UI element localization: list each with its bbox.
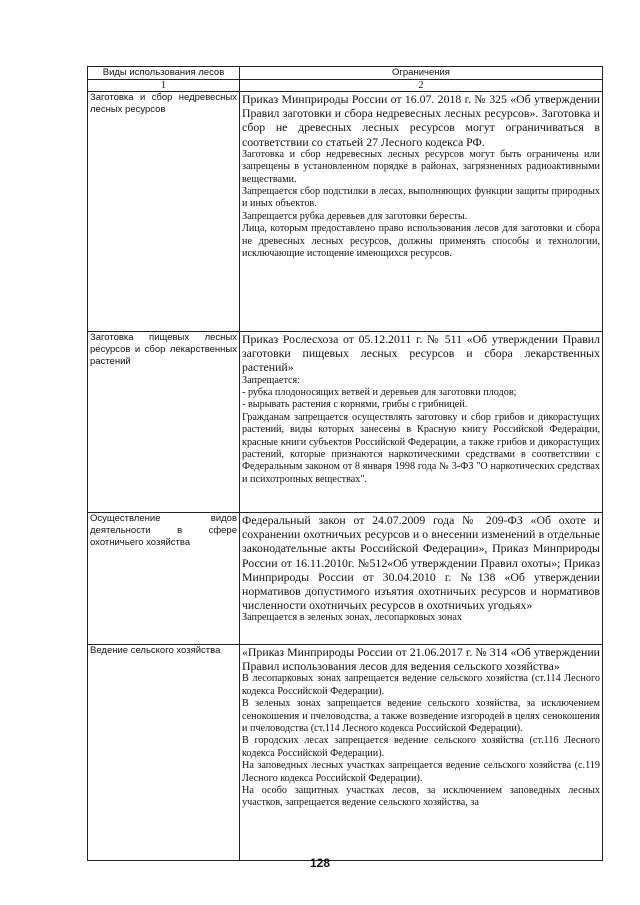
restriction-paragraph: На заповедных лесных участках запрещается ведение сельского хозяйства (с.119 Лесного кодекса Российской Федерации). [242, 760, 600, 784]
restriction-paragraph: На особо защитных участках лесов, за исключением заповедных лесных участков, запрещается ведение сельского хозяйства, за [242, 785, 600, 809]
restriction-paragraph: Лица, которым предоставлено право использования лесов для заготовки и сбора не древесных лесных ресурсов, должны применять способы и технологии, исключающие истощение имеющихся ресурсов. [242, 223, 600, 260]
restrictions-cell [240, 92, 603, 332]
table-row [88, 92, 603, 332]
restriction-paragraph: Запрещается рубка деревьев для заготовки бересты. [242, 210, 468, 222]
table-header-row [88, 67, 603, 80]
restriction-paragraph: В зеленых зонах запрещается ведение сельского хозяйства, за исключением сенокошения и пчеловодства, а также возведение изгородей в целях сенокошения и пчеловодства (ст.114 Лесного кодекса Российской Федерации). [242, 698, 600, 735]
restriction-paragraph: Приказ Рослесхоза от 05.12.2011 г. № 511 «Об утверждении Правил заготовки пищевых лесных ресурсов и сбора лекарственных растений» [242, 332, 600, 375]
restriction-paragraph: В городских лесах запрещается ведение сельского хозяйства (ст.116 Лесного кодекса Российской Федерации). [242, 735, 600, 759]
restrictions-cell [240, 645, 603, 861]
forest-use-type-cell: Ведение сельского хозяйства [88, 645, 240, 861]
restrictions-cell [240, 332, 603, 513]
restrictions-table [87, 66, 603, 861]
header-forest-use-types: Виды использования лесов [88, 67, 240, 80]
page-number: 128 [309, 856, 331, 870]
restriction-paragraph: Заготовка и сбор недревесных лесных ресурсов могут быть ограничены или запрещены в установленном порядке в районах, загрязненных радиоактивными веществами. [242, 148, 600, 185]
restriction-paragraph: Запрещается сбор подстилки в лесах, выполняющих функции защиты природных и иных объектов. [242, 186, 600, 210]
table-row [88, 332, 603, 513]
restriction-paragraph: Федеральный закон от 24.07.2009 года № 209-ФЗ «Об охоте и сохранении охотничьих ресурсов и о внесении изменений в отдельные законодательные акты Российской Федерации», Приказ Минприроды России от 16.11.2010г. №512«Об утверждении Правил охоты»; Приказ Минприроды России от 30.04.2010 г. №138 «Об утверждении нормативов допустимого изъятия охотничьих ресурсов и нормативов численности охотничьих ресурсов в охотничьих угодьях» [242, 513, 600, 613]
restriction-paragraph: - вырывать растения с корнями, грибы с грибницей. [242, 399, 468, 411]
forest-use-type-cell: Заготовка пищевых лесных ресурсов и сбор лекарственных растений [88, 332, 240, 513]
restriction-paragraph: Запрещается: [242, 374, 301, 386]
header-restrictions: Ограничения [240, 67, 603, 80]
forest-use-type-cell: Заготовка и сбор недревесных лесных ресурсов [88, 92, 240, 332]
restriction-paragraph: «Приказ Минприроды России от 21.06.2017 г. № 314 «Об утверждении Правил использования лесов для ведения сельского хозяйства» [242, 645, 600, 674]
restriction-paragraph: В лесопарковых зонах запрещается ведение сельского хозяйства (ст.114 Лесного кодекса Российской Федерации). [242, 673, 600, 697]
restriction-paragraph: - рубка плодоносящих ветвей и деревьев для заготовки плодов; [242, 387, 517, 399]
table-row [88, 645, 603, 861]
restriction-paragraph: Приказ Минприроды России от 16.07. 2018 г. № 325 «Об утверждении Правил заготовки и сбора недревесных лесных ресурсов». Заготовка и сбор не древесных лесных ресурсов могут ограничиваться в соответствии со статьей 27 Лесного кодекса РФ. [242, 92, 600, 149]
column-number-2: 2 [240, 80, 603, 92]
column-number-row [88, 80, 603, 92]
table-row [88, 513, 603, 645]
forest-use-type-cell: Осуществление видов деятельности в сфере охотничьего хозяйства [88, 513, 240, 645]
restriction-paragraph: Запрещается в зеленых зонах, лесопарковых зонах [242, 612, 462, 624]
restrictions-cell [240, 513, 603, 645]
restriction-paragraph: Гражданам запрещается осуществлять заготовку и сбор грибов и дикорастущих растений, виды которых занесены в Красную книгу Российской Федерации, красные книги субъектов Российской Федерации, а также грибов и дикорастущих растений, которые признаются наркотическими средствами в соответствии с Федеральным законом от 8 января 1998 года № 3-ФЗ "О наркотических средствах и психотропных веществах". [242, 411, 600, 485]
column-number-1: 1 [88, 80, 240, 92]
